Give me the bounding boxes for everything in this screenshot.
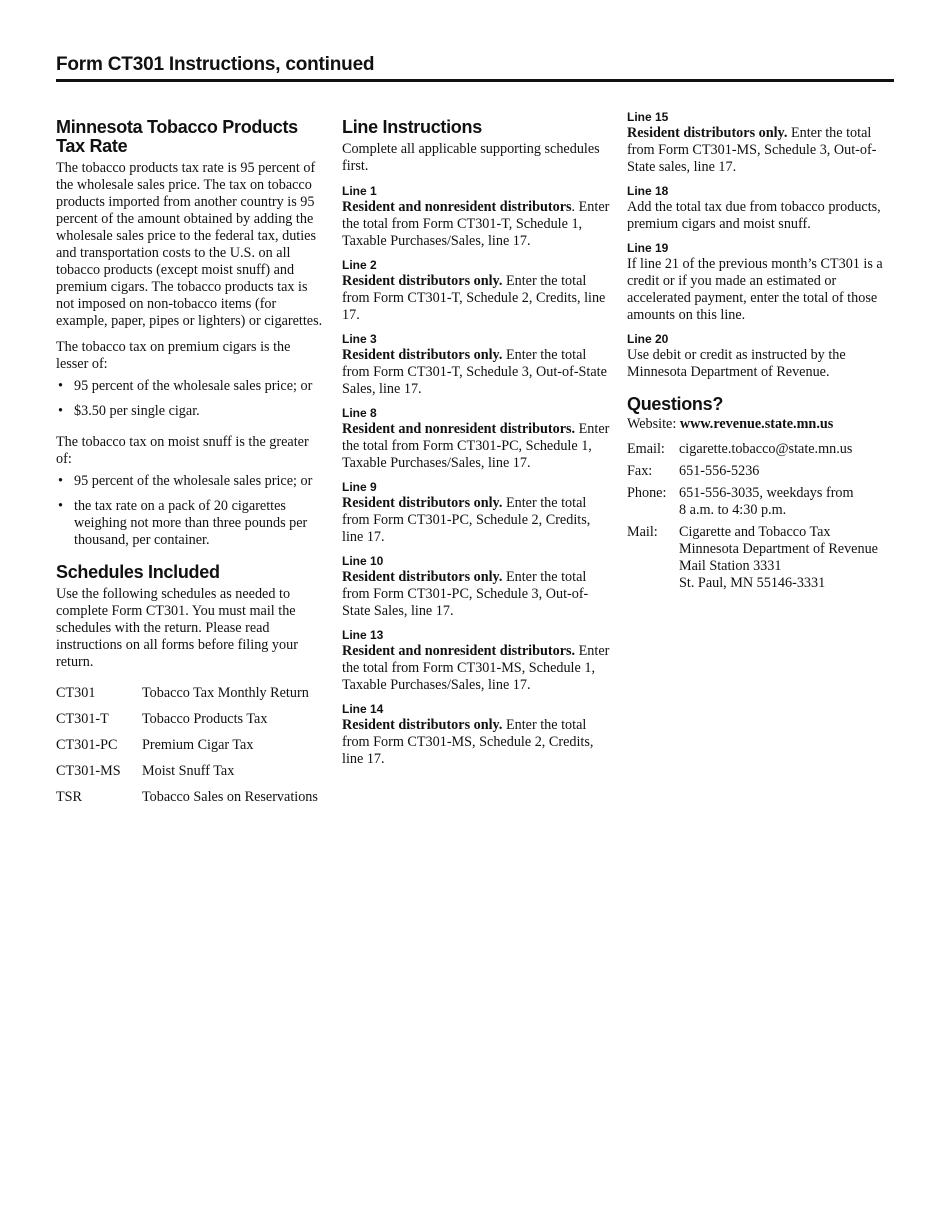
line-section xyxy=(342,480,610,546)
line-qualifier: Resident distributors only. xyxy=(627,125,788,141)
bullet-icon: • xyxy=(58,498,63,514)
column-lines-and-questions xyxy=(627,110,895,592)
line-label: Line 1 xyxy=(342,184,377,198)
schedule-code: CT301-T xyxy=(56,711,109,727)
list-item: • 95 percent of the wholesale sales price; or xyxy=(58,473,313,489)
line-qualifier: Resident distributors only. xyxy=(342,495,503,511)
line-instructions-intro: Complete all applicable supporting schedules first. xyxy=(342,141,600,174)
premium-cigar-list xyxy=(56,378,324,420)
line-text: Add the total tax due from tobacco products, premium cigars and moist snuff. xyxy=(627,199,881,232)
header-rule xyxy=(56,79,894,82)
line-label: Line 2 xyxy=(342,258,377,272)
line-instructions-heading: Line Instructions xyxy=(342,117,482,137)
line-text: . Enter the total from Form CT301-T, Schedule 1, Taxable Purchases/Sales, line 17. xyxy=(342,199,610,249)
line-section xyxy=(342,184,610,250)
line-text: Enter the total from Form CT301-PC, Schedule 2, Credits, line 17. xyxy=(342,495,591,545)
line-text: Enter the total from Form CT301-PC, Schedule 1, Taxable Purchases/Sales, line 17. xyxy=(342,421,610,471)
schedules-heading: Schedules Included xyxy=(56,562,220,582)
line-label: Line 9 xyxy=(342,480,377,494)
bullet-icon: • xyxy=(58,403,63,419)
list-item: • $3.50 per single cigar. xyxy=(58,403,200,419)
line-qualifier: Resident distributors only. xyxy=(342,717,503,733)
line-qualifier: Resident distributors only. xyxy=(342,273,503,289)
line-text: Enter the total from Form CT301-T, Schedule 2, Credits, line 17. xyxy=(342,273,606,323)
tax-rate-heading: Minnesota Tobacco Products Tax Rate xyxy=(56,117,298,156)
line-qualifier: Resident and nonresident distributors. xyxy=(342,421,576,437)
line-section xyxy=(627,184,895,233)
moist-snuff-list xyxy=(56,473,324,549)
contact-label: Email: xyxy=(627,441,665,457)
line-text: Enter the total from Form CT301-T, Schedule 3, Out-of-State Sales, line 17. xyxy=(342,347,607,397)
schedule-desc: Premium Cigar Tax xyxy=(142,737,254,753)
contact-label: Phone: xyxy=(627,485,667,501)
line-qualifier: Resident and nonresident distributors. xyxy=(342,643,576,659)
line-label: Line 19 xyxy=(627,241,669,255)
line-section xyxy=(342,628,610,694)
line-text: Use debit or credit as instructed by the Minnesota Department of Revenue. xyxy=(627,347,846,380)
premium-cigar-intro: The tobacco tax on premium cigars is the lesser of: xyxy=(56,339,291,372)
fax-number: 651-556-5236 xyxy=(679,463,760,479)
website-link[interactable]: www.revenue.state.mn.us xyxy=(679,416,834,432)
column-tax-rate xyxy=(56,118,324,806)
line-section xyxy=(342,554,610,620)
schedule-code: TSR xyxy=(56,789,83,805)
contact-label: Mail: xyxy=(627,524,658,540)
schedule-desc: Tobacco Products Tax xyxy=(142,711,268,727)
line-qualifier: Resident distributors only. xyxy=(342,347,503,363)
questions-heading: Questions? xyxy=(627,394,724,414)
list-item: • 95 percent of the wholesale sales price; or xyxy=(58,378,313,394)
line-label: Line 15 xyxy=(627,110,669,124)
contact-label: Fax: xyxy=(627,463,653,479)
schedules-paragraph: Use the following schedules as needed to complete Form CT301. You must mail the schedules with the return. Please read instructions on all forms before filing your return. xyxy=(56,586,298,670)
line-section xyxy=(342,258,610,324)
line-text: Enter the total from Form CT301-MS, Schedule 2, Credits, line 17. xyxy=(342,717,594,767)
schedule-code: CT301-MS xyxy=(56,763,121,779)
tax-rate-paragraph: The tobacco products tax rate is 95 percent of the wholesale sales price. The tax on tobacco products imported from another country is 95 percent of the amount obtained by adding the wholesale sales price to the federal tax, duties and transportation costs to the U.S. on all tobacco products (except moist snuff) and premium cigars. The tobacco products tax is not imposed on non-tobacco items (for example, paper, pipes or lighters) or cigarettes. xyxy=(56,160,323,329)
email-link[interactable]: cigarette.tobacco@state.mn.us xyxy=(679,441,853,457)
line-text: Enter the total from Form CT301-MS, Schedule 1, Taxable Purchases/Sales, line 17. xyxy=(342,643,610,693)
line-text: Enter the total from Form CT301-MS, Schedule 3, Out-of-State sales, line 17. xyxy=(627,125,877,175)
schedule-desc: Moist Snuff Tax xyxy=(142,763,235,779)
contact-table xyxy=(627,441,895,592)
line-qualifier: Resident and nonresident distributors xyxy=(342,199,572,215)
line-label: Line 8 xyxy=(342,406,377,420)
line-label: Line 20 xyxy=(627,332,669,346)
line-label: Line 13 xyxy=(342,628,384,642)
schedule-code: CT301-PC xyxy=(56,737,118,753)
line-label: Line 18 xyxy=(627,184,669,198)
page-title: Form CT301 Instructions, continued xyxy=(56,54,375,75)
phone-number: 651-556-3035, weekdays from 8 a.m. to 4:30 p.m. xyxy=(679,485,854,518)
website-label: Website: xyxy=(627,416,677,432)
mail-address: Cigarette and Tobacco Tax Minnesota Department of Revenue Mail Station 3331 St. Paul, MN 55146-3331 xyxy=(679,524,878,591)
line-section xyxy=(627,110,895,176)
list-item: • the tax rate on a pack of 20 cigarettes weighing not more than three pounds per thousand, per container. xyxy=(58,498,308,548)
schedule-desc: Tobacco Tax Monthly Return xyxy=(142,685,309,701)
bullet-icon: • xyxy=(58,378,63,394)
line-text: If line 21 of the previous month’s CT301 is a credit or if you made an estimated or accelerated payment, enter the total of those amounts on this line. xyxy=(627,256,883,323)
line-section xyxy=(627,332,895,381)
column-line-instructions xyxy=(342,118,610,776)
line-label: Line 10 xyxy=(342,554,384,568)
line-section xyxy=(627,241,895,324)
line-label: Line 14 xyxy=(342,702,384,716)
line-section xyxy=(342,332,610,398)
bullet-icon: • xyxy=(58,473,63,489)
line-qualifier: Resident distributors only. xyxy=(342,569,503,585)
schedules-table xyxy=(56,685,324,806)
schedule-desc: Tobacco Sales on Reservations xyxy=(142,789,318,805)
website-row xyxy=(627,416,895,433)
line-text: Enter the total from Form CT301-PC, Schedule 3, Out-of-State Sales, line 17. xyxy=(342,569,589,619)
page xyxy=(56,54,894,805)
schedule-code: CT301 xyxy=(56,685,96,701)
line-label: Line 3 xyxy=(342,332,377,346)
line-section xyxy=(342,406,610,472)
moist-snuff-intro: The tobacco tax on moist snuff is the greater of: xyxy=(56,434,309,467)
line-section xyxy=(342,702,610,768)
